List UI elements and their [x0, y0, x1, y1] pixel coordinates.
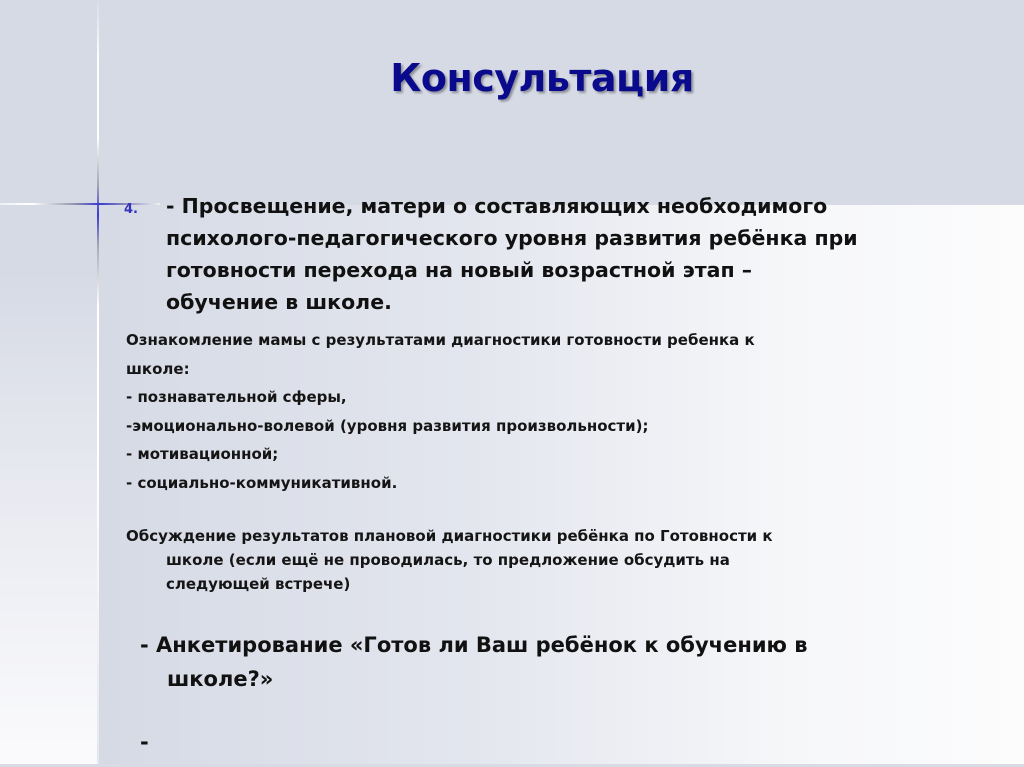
slide-title: Консультация: [390, 56, 694, 100]
list-item: - мотивационной;: [126, 445, 279, 463]
text-line: психолого-педагогического уровня развития ребёнка при: [166, 226, 858, 250]
text-line: следующей встрече): [166, 575, 351, 593]
list-item: -эмоционально-волевой (уровня развития произвольности);: [126, 416, 649, 435]
text-line: готовности перехода на новый возрастной этап –: [166, 258, 753, 282]
bullet-number: 4.: [124, 202, 138, 217]
header-band: [99, 0, 1024, 205]
text-line: - Анкетирование «Готов ли Ваш ребёнок к обучению в: [140, 633, 808, 657]
text-line: - Просвещение, матери о составляющих необходимого: [166, 194, 828, 218]
list-item: - социально-коммуникативной.: [126, 473, 398, 492]
vertical-decor-line: [97, 0, 99, 767]
text-line: обучение в школе.: [166, 290, 392, 314]
text-line: Ознакомление мамы с результатами диагностики готовности ребенка к: [126, 331, 755, 349]
text-line: школе (если ещё не проводилась, то предложение обсудить на: [166, 551, 730, 569]
text-line: Обсуждение результатов плановой диагностики ребёнка по Готовности к: [126, 527, 773, 545]
paragraph-questionnaire: [140, 628, 940, 696]
list-item: - познавательной сферы,: [126, 388, 347, 406]
trailing-dash: -: [140, 730, 149, 754]
paragraph-diagnostics-list: [126, 326, 926, 497]
paragraph-discussion: [126, 524, 926, 596]
text-line: школе:: [126, 359, 190, 378]
paragraph-enlightenment: [166, 190, 966, 318]
left-decor-strip: [0, 0, 97, 767]
text-line: школе?»: [167, 667, 274, 691]
